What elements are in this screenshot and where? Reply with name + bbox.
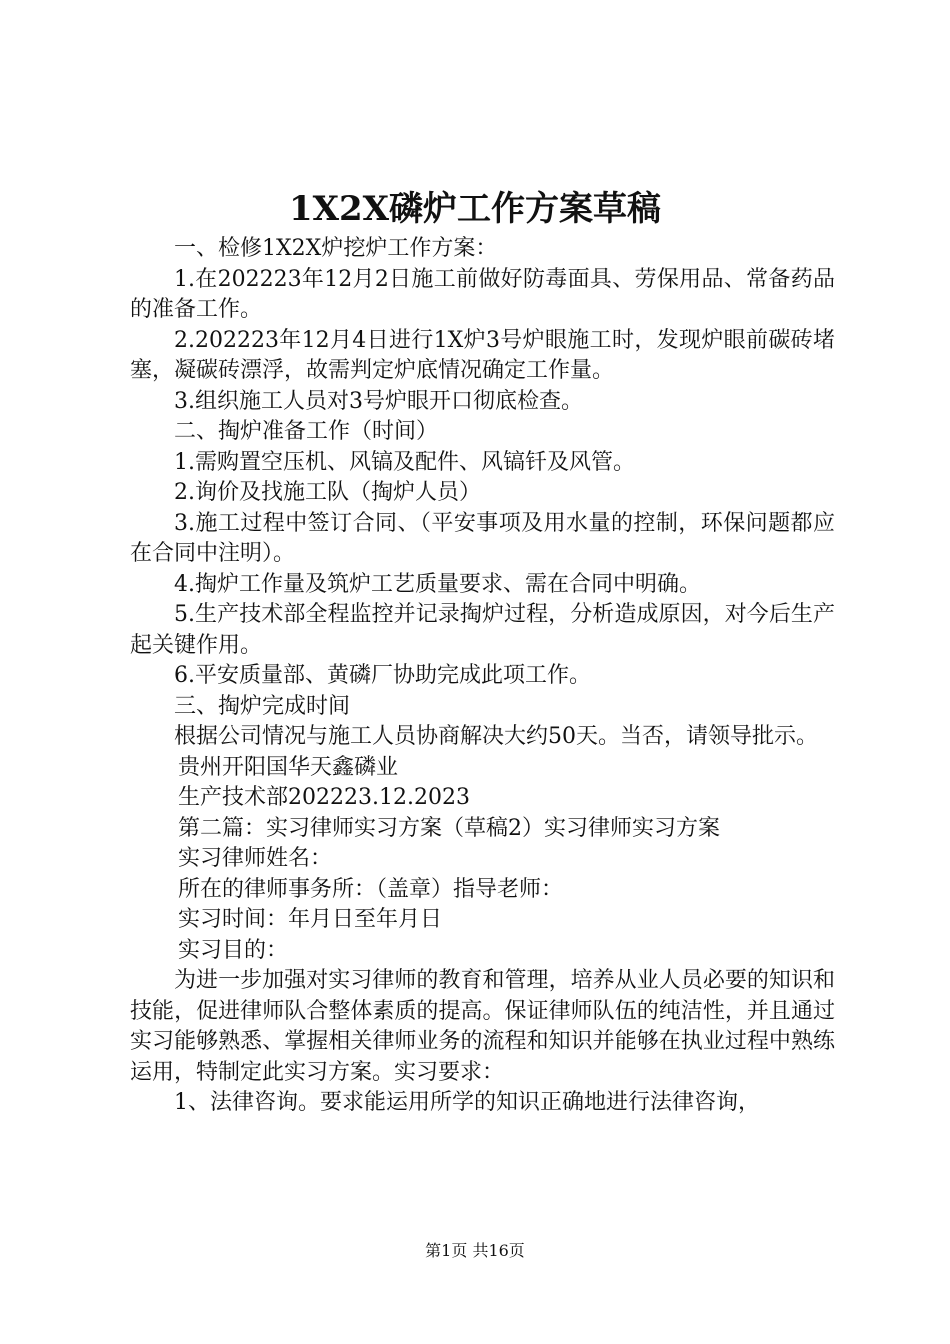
paragraph: 实习目的： <box>178 937 289 963</box>
paragraph: 2.询价及找施工队（掏炉人员） <box>174 480 481 505</box>
paragraph: 所在的律师事务所：（盖章）指导老师： <box>178 876 564 902</box>
paragraph: 第二篇：实习律师实习方案（草稿2）实习律师实习方案 <box>178 815 720 841</box>
document-body <box>130 234 835 1119</box>
paragraph: 2.202223年12月4日进行1X炉3号炉眼施工时，发现炉眼前碳砖堵塞，凝碳砖漂浮，故需判定炉底情况确定工作量。 <box>130 327 835 383</box>
document-title: 1X2X磷炉工作方案草稿 <box>288 189 662 229</box>
paragraph: 1、法律咨询。要求能运用所学的知识正确地进行法律咨询， <box>174 1090 760 1115</box>
paragraph: 3.组织施工人员对3号炉眼开口彻底检查。 <box>174 388 583 414</box>
paragraph: 4.掏炉工作量及筑炉工艺质量要求、需在合同中明确。 <box>174 571 701 597</box>
paragraph: 一、检修1X2X炉挖炉工作方案： <box>174 236 498 261</box>
paragraph: 实习律师姓名： <box>178 846 333 871</box>
paragraph: 6.平安质量部、黄磷厂协助完成此项工作。 <box>174 663 591 688</box>
paragraph: 生产技术部202223.12.2023 <box>178 785 470 810</box>
paragraph: 为进一步加强对实习律师的教育和管理，培养从业人员必要的知识和技能，促进律师队合整体素质的提高。保证律师队伍的纯洁性，并且通过实习能够熟悉、掌握相关律师业务的流程和知识并能够在执业过程中熟练运用，特制定此实习方案。实习要求： <box>130 968 835 1085</box>
paragraph: 二、掏炉准备工作（时间） <box>174 419 439 444</box>
paragraph: 1.需购置空压机、风镐及配件、风镐钎及风管。 <box>174 449 635 475</box>
paragraph: 根据公司情况与施工人员协商解决大约50天。当否，请领导批示。 <box>174 724 818 749</box>
paragraph: 3.施工过程中签订合同、（平安事项及用水量的控制，环保问题都应在合同中注明）。 <box>130 510 835 566</box>
paragraph: 1.在202223年12月2日施工前做好防毒面具、劳保用品、常备药品的准备工作。 <box>130 266 835 322</box>
paragraph: 实习时间：年月日至年月日 <box>178 907 443 932</box>
paragraph: 5.生产技术部全程监控并记录掏炉过程，分析造成原因，对今后生产起关键作用。 <box>130 602 835 658</box>
paragraph: 贵州开阳国华天鑫磷业 <box>178 754 399 780</box>
page-footer: 第1页 共16页 <box>425 1241 525 1260</box>
paragraph: 三、掏炉完成时间 <box>174 693 351 719</box>
